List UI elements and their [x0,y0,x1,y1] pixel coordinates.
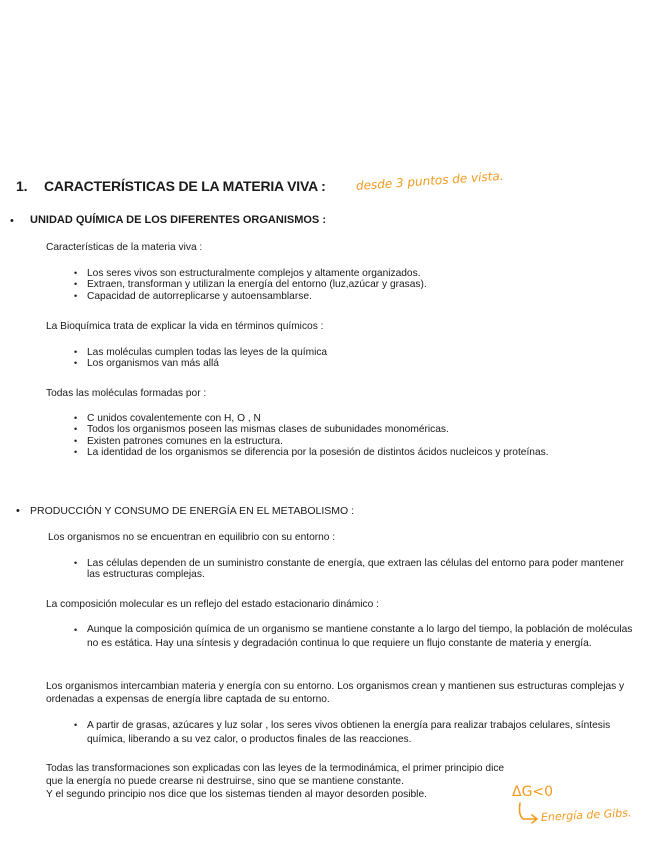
section2-title: PRODUCCIÓN Y CONSUMO DE ENERGÍA EN EL METABOLISMO : [30,505,355,517]
list-item: • La identidad de los organismos se diferencia por la posesión de distintos ácidos nucleicos y proteínas. [74,447,604,458]
section1-intro: Características de la materia viva : [46,242,203,253]
section1-list3 [74,413,604,459]
section1-bioquimica: La Bioquímica trata de explicar la vida en términos químicos : [46,321,324,332]
thermo-line-3: Y el segundo principio nos dice que los sistemas tienden al mayor desorden posible. [46,789,427,800]
section1-list1 [74,268,614,302]
section1-molecules: Todas las moléculas formadas por : [46,388,207,399]
list-item: • Extraen, transforman y utilizan la energía del entorno (luz,azúcar y grasas). [74,279,614,290]
list-item: • C unidos covalentemente con H, O , N [74,413,604,424]
section2-composition: La composición molecular es un reflejo del estado estacionario dinámico : [46,599,379,610]
section1-bullet: • [10,215,14,227]
list-item: • Todos los organismos poseen las mismas clases de subunidades monoméricas. [74,424,604,435]
handwritten-note: desde 3 puntos de vista. [355,168,504,193]
section2-list2 [74,623,634,651]
main-heading [16,178,326,194]
section2-list3 [74,719,614,746]
list-item: • Existen patrones comunes en la estructura. [74,436,604,447]
section2-list1 [74,558,634,581]
handwritten-formula: ΔG<0 [512,784,554,800]
list-item: • Capacidad de autorreplicarse y autoensamblarse. [74,291,614,302]
section2-exchange: Los organismos intercambian materia y energía con su entorno. Los organismos crean y mantienen sus estructuras complejas y ordenadas a expensas de energía libre captada de su entorno. [46,681,625,705]
heading-title: CARACTERÍSTICAS DE LA MATERIA VIVA : [44,178,326,194]
list-item: • A partir de grasas, azúcares y luz solar , los seres vivos obtienen la energía para realizar trabajos celulares, síntesis química, liberando a su vez calor, o productos finales de las reacciones. [74,719,614,746]
list-item: • Las células dependen de un suministro constante de energía, que extraen las células del entorno para poder mantener las estructuras complejas. [74,558,634,581]
thermo-line-1: Todas las transformaciones son explicadas con las leyes de la termodinámica, el primer principio dice [46,763,505,774]
list-item: • Las moléculas cumplen todas las leyes de la química [74,347,614,358]
list-item: • Aunque la composición química de un organismo se mantiene constante a lo largo del tiempo, la población de moléculas no es estática. Hay una síntesis y degradación continua lo que requiere un flujo constante de materia y energía. [74,623,634,651]
heading-number: 1. [16,178,28,194]
handwritten-arrow-icon [516,802,540,824]
section2-bullet: • [16,505,20,517]
handwritten-label: Energía de Gibs. [540,806,632,824]
thermo-line-2: que la energía no puede crearse ni destruirse, sino que se mantiene constante. [46,776,404,787]
list-item: • Los organismos van más allá [74,358,614,369]
list-item: • Los seres vivos son estructuralmente complejos y altamente organizados. [74,268,614,279]
section1-title: UNIDAD QUÍMICA DE LOS DIFERENTES ORGANISMOS : [30,214,326,226]
section1-list2 [74,347,614,370]
section2-intro: Los organismos no se encuentran en equilibrio con su entorno : [48,532,336,543]
